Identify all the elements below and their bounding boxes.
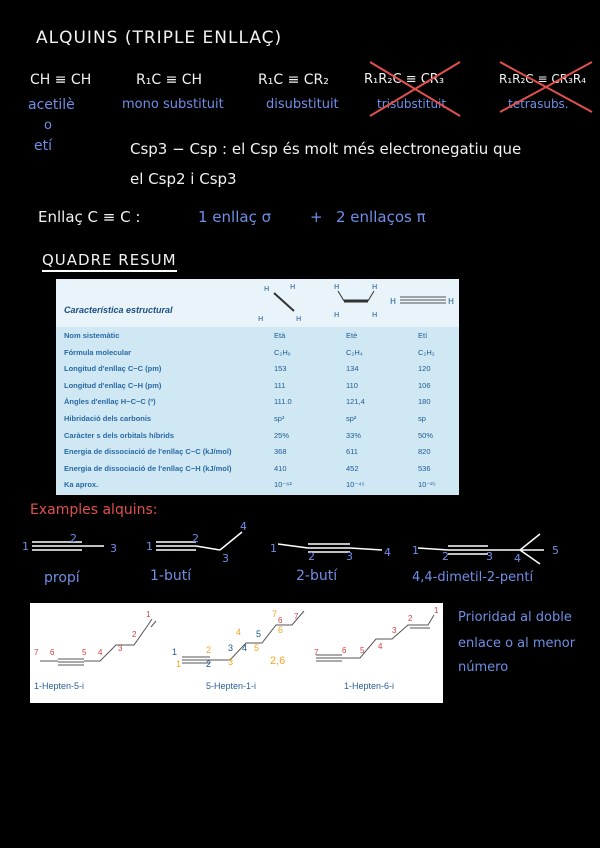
svg-text:6: 6 (278, 625, 284, 635)
heptenyne-panel (30, 603, 443, 703)
svg-text:3: 3 (392, 626, 397, 635)
svg-text:1: 1 (434, 606, 439, 615)
svg-text:6: 6 (50, 648, 55, 657)
table-row-label: Longitud d'enllaç C−H (pm) (64, 380, 162, 390)
table-cell: 368 (274, 447, 287, 457)
svg-text:4: 4 (236, 627, 242, 637)
svg-text:1: 1 (146, 610, 151, 619)
label-acetylene: acetilè (28, 97, 75, 113)
panel-name-1: 1-Hepten-5-i (34, 681, 85, 691)
svg-text:1: 1 (172, 647, 178, 657)
table-row-label: Àngles d'enllaç H−C−C (º) (64, 397, 156, 407)
table-cell: C₂H₄ (346, 347, 363, 357)
label-mono: mono substituit (122, 97, 224, 112)
svg-text:5: 5 (254, 643, 260, 653)
svg-text:3: 3 (228, 643, 234, 653)
electronegativity-line-1: Csp3 − Csp : el Csp és molt més electronegatiu que (130, 140, 522, 158)
svg-text:6: 6 (342, 646, 347, 655)
svg-text:H: H (296, 315, 302, 323)
ethane-structure-icon (256, 281, 316, 325)
svg-text:1: 1 (270, 542, 277, 555)
svg-text:H: H (372, 283, 378, 291)
table-row-label: Nom sistemàtic (64, 331, 120, 340)
table-cell: 121,4 (346, 397, 365, 407)
svg-text:2: 2 (192, 532, 199, 545)
table-cell: 111.0 (274, 397, 292, 407)
table-cell: 410 (274, 463, 287, 473)
svg-text:6: 6 (278, 616, 283, 625)
table-cell: sp³ (274, 414, 285, 423)
summary-table (56, 279, 459, 495)
table-cell: 111 (274, 380, 286, 390)
table-cell: 10⁻⁴⁵ (346, 480, 365, 490)
label-tri: trisubstituit (377, 97, 447, 111)
svg-text:7: 7 (294, 612, 299, 621)
svg-text:2: 2 (308, 550, 315, 563)
table-cell: 110 (346, 380, 358, 390)
table-cell: 10⁻²⁵ (418, 480, 436, 490)
formula-disubstituted: R₁C ≡ CR₂ (258, 72, 329, 88)
svg-text:1: 1 (146, 540, 153, 553)
table-cell: 180 (418, 397, 431, 407)
table-cell: 50% (418, 430, 434, 440)
table-cell: 25% (274, 430, 290, 440)
svg-text:H: H (334, 283, 340, 291)
svg-text:5: 5 (360, 646, 365, 655)
svg-text:4: 4 (240, 520, 247, 533)
formula-tetrasubstituted: R₁R₂C ≡ CR₃R₄ (499, 72, 587, 86)
svg-text:7: 7 (34, 648, 39, 657)
table-row-label: Energia de dissociació de l'enllaç C−H (kJ/mol) (64, 463, 232, 473)
svg-text:7: 7 (272, 609, 278, 619)
svg-text:3: 3 (228, 657, 234, 667)
table-cell: 536 (418, 463, 431, 473)
electronegativity-line-2: el Csp2 i Csp3 (130, 170, 237, 188)
table-row-label: Fórmula molecular (64, 347, 132, 357)
table-cell: 106 (418, 380, 431, 390)
formula-monosubstituted: R₁C ≡ CH (136, 72, 203, 88)
svg-text:3: 3 (110, 542, 117, 555)
page-title: ALQUINS (TRIPLE ENLLAÇ) (36, 28, 283, 48)
svg-text:H: H (390, 297, 397, 306)
svg-text:H: H (334, 311, 340, 319)
table-cell: Etí (418, 331, 428, 340)
table-cell: 120 (418, 364, 431, 374)
panel-name-2: 5-Hepten-1-i (206, 681, 257, 691)
table-cell: sp² (346, 414, 357, 423)
example-2-butyne: 2-butí (296, 568, 338, 584)
svg-text:1: 1 (176, 659, 182, 669)
svg-text:2: 2 (132, 630, 137, 639)
svg-text:2: 2 (206, 659, 212, 669)
table-cell: 33% (346, 430, 362, 440)
label-ethyne: etí (34, 138, 52, 154)
table-row-label: Ka aprox. (64, 480, 99, 490)
svg-text:H: H (290, 283, 296, 291)
svg-text:H: H (258, 315, 264, 323)
bond-pi: 2 enllaços π (336, 208, 426, 226)
svg-text:4: 4 (378, 642, 383, 651)
svg-text:4: 4 (514, 552, 521, 565)
svg-text:5: 5 (552, 544, 559, 557)
panel-note: 2,6 (270, 655, 286, 667)
svg-text:3: 3 (222, 552, 229, 565)
bond-plus: + (310, 208, 323, 226)
svg-text:4: 4 (384, 546, 391, 559)
formula-acetylene: CH ≡ CH (30, 72, 92, 88)
cross-out-mark (360, 60, 600, 120)
svg-text:3: 3 (118, 644, 123, 653)
priority-note-2: enlace o al menor (458, 636, 576, 651)
svg-text:2: 2 (408, 614, 413, 623)
svg-text:1: 1 (412, 544, 419, 557)
table-row-label: Hibridació dels carbonis (64, 414, 152, 423)
bond-sigma: 1 enllaç σ (198, 208, 272, 226)
table-cell: 153 (274, 364, 287, 374)
formula-trisubstituted: R₁R₂C ≡ CR₃ (364, 72, 445, 87)
bond-label: Enllaç C ≡ C : (38, 208, 141, 226)
table-cell: C₂H₂ (418, 347, 435, 357)
ethyne-structure-icon (390, 293, 456, 309)
example-dimethyl-pentyne: 4,4-dimetil-2-pentí (412, 570, 534, 585)
svg-text:1: 1 (22, 540, 29, 553)
example-1-butyne: 1-butí (150, 568, 192, 584)
svg-text:5: 5 (82, 648, 87, 657)
svg-text:3: 3 (346, 550, 353, 563)
summary-heading: QUADRE RESUM (42, 251, 177, 272)
panel-name-3: 1-Hepten-6-i (344, 681, 395, 691)
svg-text:4: 4 (98, 648, 103, 657)
table-title: Característica estructural (64, 305, 173, 315)
label-di: disubstituit (266, 97, 339, 112)
examples-heading: Examples alquins: (30, 502, 158, 518)
svg-text:2: 2 (70, 532, 77, 545)
svg-text:H: H (448, 297, 455, 306)
table-row-label: Energia de dissociació de l'enllaç C−C (kJ/mol) (64, 447, 232, 457)
svg-text:2: 2 (442, 550, 449, 563)
table-cell: 820 (418, 447, 431, 457)
priority-note-1: Prioridad al doble (458, 610, 572, 625)
table-row-label: Caràcter s dels orbitals híbrids (64, 430, 175, 440)
ethene-structure-icon (332, 281, 382, 325)
svg-text:5: 5 (256, 629, 262, 639)
table-cell: Età (274, 331, 286, 340)
svg-text:H: H (372, 311, 378, 319)
svg-text:3: 3 (486, 550, 493, 563)
svg-text:2: 2 (206, 645, 212, 655)
table-cell: 452 (346, 463, 359, 473)
table-cell: 10⁻⁶² (274, 480, 292, 490)
table-cell: C₂H₆ (274, 347, 291, 357)
table-cell: 611 (346, 447, 358, 457)
svg-text:4: 4 (242, 643, 248, 653)
label-tetra: tetrasubs. (508, 97, 569, 111)
table-cell: 134 (346, 364, 359, 374)
svg-text:7: 7 (314, 648, 319, 657)
table-row-label: Longitud d'enllaç C−C (pm) (64, 364, 162, 374)
table-cell: sp (418, 414, 426, 423)
label-or: o (44, 118, 52, 133)
table-cell: Etè (346, 331, 358, 340)
example-propyne: propí (44, 570, 80, 586)
priority-note-3: número (458, 660, 509, 675)
svg-text:H: H (264, 285, 270, 293)
